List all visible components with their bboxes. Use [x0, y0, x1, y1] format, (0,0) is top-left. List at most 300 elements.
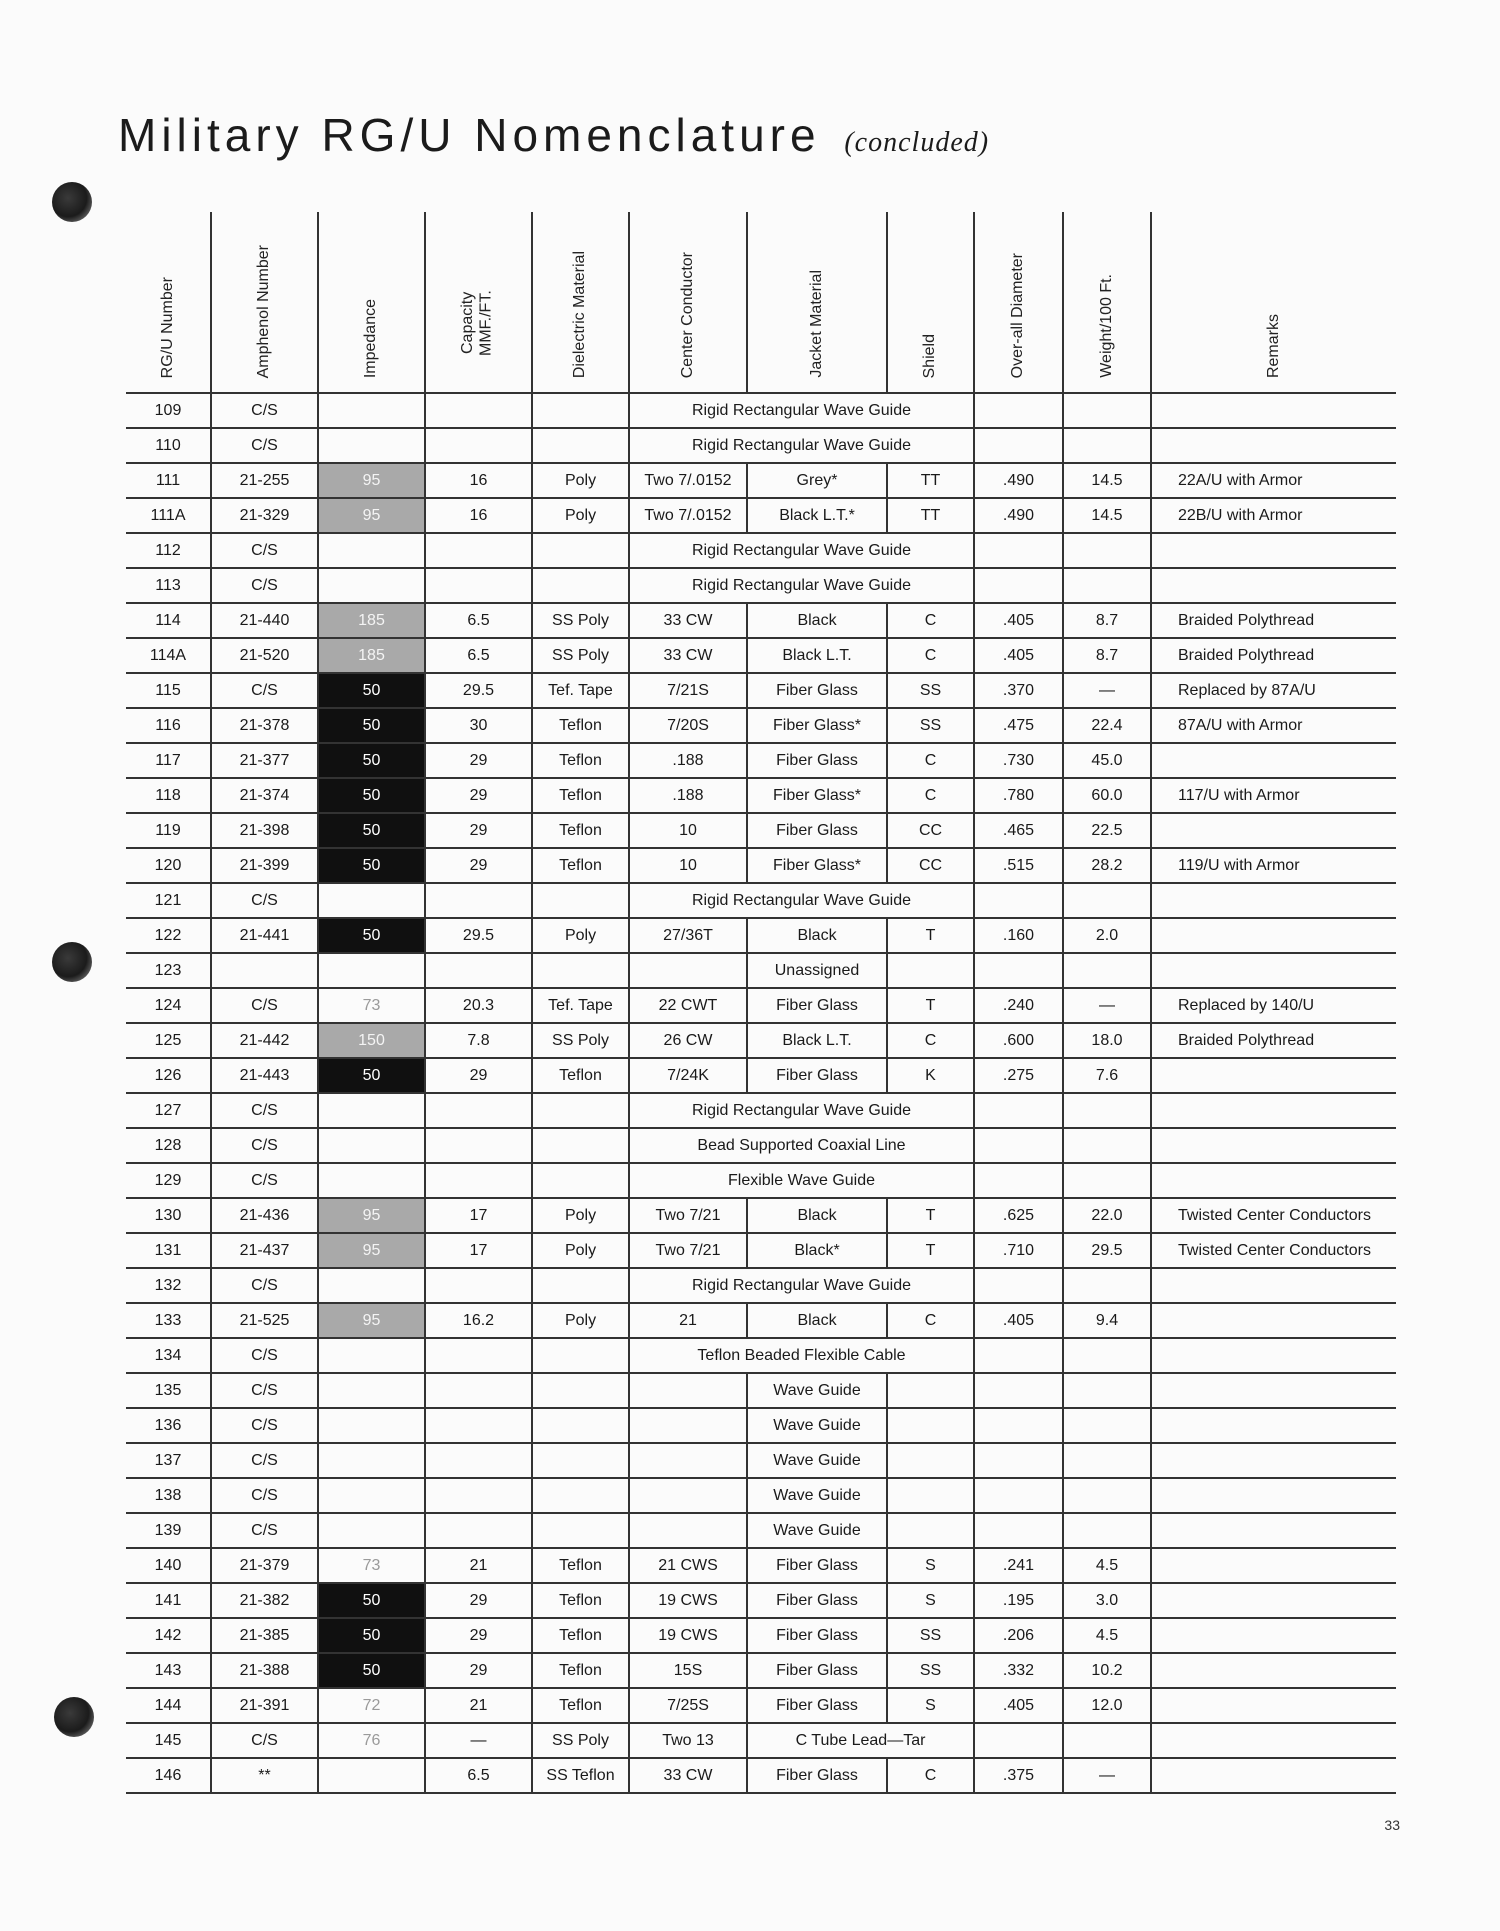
cell-impedance: 50 — [318, 1653, 425, 1688]
cell-impedance — [318, 428, 425, 463]
cell-weight — [1063, 1373, 1151, 1408]
cell-jacket-material: Fiber Glass* — [747, 708, 887, 743]
cell-rg-number: 120 — [126, 848, 211, 883]
cell-rg-number: 142 — [126, 1618, 211, 1653]
cell-remarks — [1151, 1758, 1396, 1793]
table-row — [126, 1688, 1396, 1723]
table-row — [126, 428, 1396, 463]
cell-weight: 22.5 — [1063, 813, 1151, 848]
cell-description: Rigid Rectangular Wave Guide — [629, 568, 974, 603]
cell-capacity: 16.2 — [425, 1303, 532, 1338]
cell-capacity — [425, 1443, 532, 1478]
cell-weight: 14.5 — [1063, 463, 1151, 498]
cell-rg-number: 135 — [126, 1373, 211, 1408]
cell-weight: 10.2 — [1063, 1653, 1151, 1688]
cell-amphenol-number: C/S — [211, 1268, 318, 1303]
cell-jacket-material: Fiber Glass — [747, 1758, 887, 1793]
cell-impedance: 50 — [318, 813, 425, 848]
cell-capacity — [425, 1478, 532, 1513]
table-row — [126, 1408, 1396, 1443]
cell-rg-number: 111 — [126, 463, 211, 498]
cell-jacket-material: Black — [747, 1198, 887, 1233]
cell-amphenol-number: C/S — [211, 393, 318, 428]
col-header-shield: Shield — [887, 212, 974, 393]
table-row — [126, 1268, 1396, 1303]
cell-amphenol-number: 21-437 — [211, 1233, 318, 1268]
cell-center-conductor: 10 — [629, 848, 747, 883]
cell-rg-number: 113 — [126, 568, 211, 603]
cell-impedance: 50 — [318, 918, 425, 953]
cell-weight: — — [1063, 1758, 1151, 1793]
cell-rg-number: 125 — [126, 1023, 211, 1058]
cell-diameter — [974, 1513, 1063, 1548]
cell-diameter: .625 — [974, 1198, 1063, 1233]
cell-rg-number: 117 — [126, 743, 211, 778]
cell-impedance — [318, 953, 425, 988]
cell-remarks: Braided Polythread — [1151, 603, 1396, 638]
cell-weight — [1063, 1093, 1151, 1128]
cell-impedance: 76 — [318, 1723, 425, 1758]
cell-remarks: 87A/U with Armor — [1151, 708, 1396, 743]
cell-dielectric — [532, 1338, 629, 1373]
cell-amphenol-number: 21-442 — [211, 1023, 318, 1058]
table-row — [126, 778, 1396, 813]
cell-amphenol-number: 21-520 — [211, 638, 318, 673]
table-row — [126, 883, 1396, 918]
cell-rg-number: 140 — [126, 1548, 211, 1583]
cell-weight: 9.4 — [1063, 1303, 1151, 1338]
cell-dielectric: Poly — [532, 918, 629, 953]
cell-rg-number: 124 — [126, 988, 211, 1023]
cell-center-conductor: 19 CWS — [629, 1618, 747, 1653]
cell-weight: 12.0 — [1063, 1688, 1151, 1723]
cell-amphenol-number: C/S — [211, 988, 318, 1023]
title-sub: (concluded) — [844, 127, 990, 158]
cell-dielectric: Poly — [532, 463, 629, 498]
cell-capacity: 29 — [425, 778, 532, 813]
table-row — [126, 638, 1396, 673]
cell-dielectric: SS Poly — [532, 1723, 629, 1758]
cell-impedance: 50 — [318, 673, 425, 708]
col-header-diameter: Over-all Diameter — [974, 212, 1063, 393]
cell-center-conductor — [629, 1478, 747, 1513]
cell-diameter: .490 — [974, 498, 1063, 533]
cell-impedance: 50 — [318, 848, 425, 883]
cell-diameter — [974, 1128, 1063, 1163]
cell-diameter — [974, 393, 1063, 428]
cell-amphenol-number: 21-525 — [211, 1303, 318, 1338]
cell-capacity — [425, 1163, 532, 1198]
cell-rg-number: 116 — [126, 708, 211, 743]
cell-capacity: — — [425, 1723, 532, 1758]
cell-shield — [887, 1408, 974, 1443]
cell-amphenol-number: 21-377 — [211, 743, 318, 778]
cell-weight — [1063, 1443, 1151, 1478]
cell-shield — [887, 1443, 974, 1478]
cell-weight — [1063, 533, 1151, 568]
cell-diameter — [974, 1373, 1063, 1408]
cell-capacity — [425, 1093, 532, 1128]
cell-rg-number: 132 — [126, 1268, 211, 1303]
cell-weight — [1063, 883, 1151, 918]
cell-jacket-material: Fiber Glass — [747, 1583, 887, 1618]
table-row — [126, 1653, 1396, 1688]
cell-dielectric: Teflon — [532, 1583, 629, 1618]
cell-rg-number: 114 — [126, 603, 211, 638]
cell-shield — [887, 1478, 974, 1513]
cell-remarks — [1151, 1128, 1396, 1163]
cell-amphenol-number: C/S — [211, 428, 318, 463]
cell-weight: — — [1063, 673, 1151, 708]
cell-impedance — [318, 568, 425, 603]
cell-weight — [1063, 428, 1151, 463]
cell-jacket-material: Wave Guide — [747, 1478, 887, 1513]
cell-shield: C — [887, 743, 974, 778]
binder-hole-bottom — [54, 1697, 94, 1737]
cell-amphenol-number: 21-388 — [211, 1653, 318, 1688]
cell-jacket-material: Black — [747, 1303, 887, 1338]
cell-dielectric: SS Teflon — [532, 1758, 629, 1793]
cell-remarks — [1151, 1163, 1396, 1198]
cell-weight — [1063, 568, 1151, 603]
cell-amphenol-number: C/S — [211, 533, 318, 568]
cell-diameter: .490 — [974, 463, 1063, 498]
cell-shield: C — [887, 603, 974, 638]
cell-remarks — [1151, 743, 1396, 778]
cell-dielectric: Teflon — [532, 1548, 629, 1583]
cell-shield: S — [887, 1583, 974, 1618]
table-row — [126, 1233, 1396, 1268]
cell-jacket-material: Fiber Glass — [747, 988, 887, 1023]
cell-impedance: 185 — [318, 638, 425, 673]
table-row — [126, 1373, 1396, 1408]
cell-center-conductor: Two 13 — [629, 1723, 747, 1758]
cell-remarks: Twisted Center Conductors — [1151, 1198, 1396, 1233]
cell-shield: CC — [887, 848, 974, 883]
cell-capacity: 29.5 — [425, 673, 532, 708]
cell-amphenol-number: 21-374 — [211, 778, 318, 813]
cell-jacket-material: Wave Guide — [747, 1408, 887, 1443]
cell-capacity: 6.5 — [425, 1758, 532, 1793]
cell-weight: 8.7 — [1063, 638, 1151, 673]
cell-capacity — [425, 883, 532, 918]
cell-center-conductor: 27/36T — [629, 918, 747, 953]
table-row — [126, 848, 1396, 883]
cell-amphenol-number: 21-379 — [211, 1548, 318, 1583]
cell-remarks — [1151, 1478, 1396, 1513]
cell-impedance — [318, 1373, 425, 1408]
cell-remarks — [1151, 428, 1396, 463]
cell-shield: T — [887, 918, 974, 953]
cell-amphenol-number: C/S — [211, 883, 318, 918]
cell-rg-number: 145 — [126, 1723, 211, 1758]
col-header-rg: RG/U Number — [126, 212, 211, 393]
cell-amphenol-number: 21-385 — [211, 1618, 318, 1653]
cell-shield: S — [887, 1688, 974, 1723]
cell-jacket-material: C Tube Lead—Tar — [747, 1723, 974, 1758]
cell-diameter: .780 — [974, 778, 1063, 813]
cell-shield — [887, 953, 974, 988]
cell-amphenol-number: 21-255 — [211, 463, 318, 498]
cell-impedance: 150 — [318, 1023, 425, 1058]
cell-remarks — [1151, 1618, 1396, 1653]
cell-shield: SS — [887, 1618, 974, 1653]
cell-capacity: 17 — [425, 1198, 532, 1233]
cell-remarks — [1151, 883, 1396, 918]
table-row — [126, 1723, 1396, 1758]
cell-weight: 18.0 — [1063, 1023, 1151, 1058]
cell-weight: 22.0 — [1063, 1198, 1151, 1233]
cell-jacket-material: Black L.T. — [747, 638, 887, 673]
binder-hole-top — [52, 182, 92, 222]
table-row — [126, 1478, 1396, 1513]
cell-diameter: .241 — [974, 1548, 1063, 1583]
table-row — [126, 988, 1396, 1023]
cell-remarks — [1151, 1338, 1396, 1373]
cell-amphenol-number: C/S — [211, 1338, 318, 1373]
cell-dielectric — [532, 953, 629, 988]
cell-dielectric: Teflon — [532, 1058, 629, 1093]
cell-dielectric: Teflon — [532, 1618, 629, 1653]
cell-diameter: .405 — [974, 638, 1063, 673]
cell-shield: SS — [887, 1653, 974, 1688]
cell-remarks — [1151, 1548, 1396, 1583]
cell-jacket-material: Fiber Glass — [747, 813, 887, 848]
cell-center-conductor: Two 7/.0152 — [629, 463, 747, 498]
cell-capacity — [425, 568, 532, 603]
cell-rg-number: 129 — [126, 1163, 211, 1198]
table-row — [126, 918, 1396, 953]
cell-diameter — [974, 1093, 1063, 1128]
col-header-jacket: Jacket Material — [747, 212, 887, 393]
cell-center-conductor — [629, 1443, 747, 1478]
cell-shield: C — [887, 638, 974, 673]
table-row — [126, 1618, 1396, 1653]
cell-capacity — [425, 1128, 532, 1163]
cell-center-conductor: 7/20S — [629, 708, 747, 743]
cell-jacket-material: Fiber Glass — [747, 1653, 887, 1688]
cell-center-conductor — [629, 1513, 747, 1548]
cell-remarks: Braided Polythread — [1151, 1023, 1396, 1058]
cell-diameter: .730 — [974, 743, 1063, 778]
table-row — [126, 708, 1396, 743]
cell-description: Teflon Beaded Flexible Cable — [629, 1338, 974, 1373]
cell-dielectric — [532, 1443, 629, 1478]
cell-diameter: .240 — [974, 988, 1063, 1023]
cell-amphenol-number: 21-436 — [211, 1198, 318, 1233]
cell-impedance: 95 — [318, 498, 425, 533]
cell-center-conductor: 26 CW — [629, 1023, 747, 1058]
cell-capacity: 16 — [425, 498, 532, 533]
cell-shield — [887, 1513, 974, 1548]
cell-rg-number: 138 — [126, 1478, 211, 1513]
cell-center-conductor: Two 7/21 — [629, 1233, 747, 1268]
cell-description: Bead Supported Coaxial Line — [629, 1128, 974, 1163]
cell-diameter — [974, 533, 1063, 568]
cell-dielectric: Tef. Tape — [532, 673, 629, 708]
cell-shield: T — [887, 1233, 974, 1268]
cell-dielectric — [532, 883, 629, 918]
cell-center-conductor: 33 CW — [629, 603, 747, 638]
cell-dielectric: Teflon — [532, 1653, 629, 1688]
table-row — [126, 1093, 1396, 1128]
cell-remarks: Replaced by 140/U — [1151, 988, 1396, 1023]
cell-rg-number: 126 — [126, 1058, 211, 1093]
cell-impedance: 50 — [318, 708, 425, 743]
cell-impedance — [318, 1478, 425, 1513]
cell-rg-number: 123 — [126, 953, 211, 988]
cell-capacity — [425, 533, 532, 568]
cell-capacity — [425, 1338, 532, 1373]
cell-remarks: 119/U with Armor — [1151, 848, 1396, 883]
cell-dielectric — [532, 1513, 629, 1548]
cell-impedance — [318, 1128, 425, 1163]
cell-weight: 7.6 — [1063, 1058, 1151, 1093]
cell-remarks — [1151, 918, 1396, 953]
cell-amphenol-number: 21-382 — [211, 1583, 318, 1618]
cell-weight: — — [1063, 988, 1151, 1023]
cell-dielectric: SS Poly — [532, 603, 629, 638]
cell-remarks — [1151, 1058, 1396, 1093]
cell-shield: T — [887, 1198, 974, 1233]
table-row — [126, 1163, 1396, 1198]
cell-weight: 3.0 — [1063, 1583, 1151, 1618]
cell-weight — [1063, 953, 1151, 988]
cell-rg-number: 136 — [126, 1408, 211, 1443]
cell-capacity — [425, 393, 532, 428]
cell-shield: T — [887, 988, 974, 1023]
cell-dielectric: Poly — [532, 1198, 629, 1233]
cell-remarks: 22A/U with Armor — [1151, 463, 1396, 498]
cell-remarks — [1151, 393, 1396, 428]
table-row — [126, 603, 1396, 638]
col-header-impedance: Impedance — [318, 212, 425, 393]
cell-weight: 45.0 — [1063, 743, 1151, 778]
cell-amphenol-number: C/S — [211, 1478, 318, 1513]
cell-weight: 22.4 — [1063, 708, 1151, 743]
cell-remarks — [1151, 1268, 1396, 1303]
cell-center-conductor: 21 CWS — [629, 1548, 747, 1583]
cell-amphenol-number: 21-329 — [211, 498, 318, 533]
cell-dielectric: Tef. Tape — [532, 988, 629, 1023]
cell-weight — [1063, 1128, 1151, 1163]
cell-jacket-material: Fiber Glass — [747, 1688, 887, 1723]
cell-impedance — [318, 1443, 425, 1478]
col-header-weight: Weight/100 Ft. — [1063, 212, 1151, 393]
cell-dielectric — [532, 1408, 629, 1443]
cell-capacity: 17 — [425, 1233, 532, 1268]
cell-amphenol-number: C/S — [211, 1128, 318, 1163]
table-row — [126, 1513, 1396, 1548]
cell-rg-number: 130 — [126, 1198, 211, 1233]
cell-rg-number: 109 — [126, 393, 211, 428]
cell-weight — [1063, 1513, 1151, 1548]
cell-shield: S — [887, 1548, 974, 1583]
cell-weight — [1063, 1268, 1151, 1303]
cell-remarks — [1151, 1373, 1396, 1408]
cell-rg-number: 118 — [126, 778, 211, 813]
cell-shield: TT — [887, 498, 974, 533]
cell-impedance: 73 — [318, 1548, 425, 1583]
cell-diameter — [974, 568, 1063, 603]
cell-impedance — [318, 1408, 425, 1443]
cell-center-conductor: Two 7/21 — [629, 1198, 747, 1233]
cell-amphenol-number: 21-443 — [211, 1058, 318, 1093]
col-header-dielectric: Dielectric Material — [532, 212, 629, 393]
cell-capacity: 16 — [425, 463, 532, 498]
cell-jacket-material: Black* — [747, 1233, 887, 1268]
cell-center-conductor: 22 CWT — [629, 988, 747, 1023]
cell-remarks — [1151, 813, 1396, 848]
cell-dielectric — [532, 1478, 629, 1513]
cell-weight — [1063, 393, 1151, 428]
cell-capacity: 7.8 — [425, 1023, 532, 1058]
cell-diameter — [974, 1163, 1063, 1198]
cell-dielectric — [532, 393, 629, 428]
col-header-capacity: Capacity MMF./FT. — [425, 212, 532, 393]
cell-jacket-material: Wave Guide — [747, 1513, 887, 1548]
cell-impedance: 50 — [318, 1618, 425, 1653]
cell-rg-number: 110 — [126, 428, 211, 463]
cell-rg-number: 121 — [126, 883, 211, 918]
cell-impedance: 95 — [318, 463, 425, 498]
nomenclature-table-container — [126, 212, 1396, 1794]
cell-description: Rigid Rectangular Wave Guide — [629, 1093, 974, 1128]
cell-capacity — [425, 1513, 532, 1548]
cell-diameter: .206 — [974, 1618, 1063, 1653]
cell-capacity: 29 — [425, 1653, 532, 1688]
cell-jacket-material: Black L.T.* — [747, 498, 887, 533]
cell-rg-number: 122 — [126, 918, 211, 953]
cell-dielectric: Teflon — [532, 1688, 629, 1723]
cell-impedance: 50 — [318, 1583, 425, 1618]
cell-rg-number: 111A — [126, 498, 211, 533]
cell-impedance — [318, 1513, 425, 1548]
cell-weight: 4.5 — [1063, 1618, 1151, 1653]
cell-rg-number: 141 — [126, 1583, 211, 1618]
cell-capacity: 29 — [425, 1058, 532, 1093]
cell-jacket-material: Fiber Glass* — [747, 848, 887, 883]
cell-remarks: Replaced by 87A/U — [1151, 673, 1396, 708]
cell-weight: 4.5 — [1063, 1548, 1151, 1583]
cell-description: Rigid Rectangular Wave Guide — [629, 428, 974, 463]
cell-jacket-material: Wave Guide — [747, 1373, 887, 1408]
cell-amphenol-number: C/S — [211, 1513, 318, 1548]
cell-diameter: .370 — [974, 673, 1063, 708]
cell-weight: 8.7 — [1063, 603, 1151, 638]
cell-amphenol-number: C/S — [211, 1443, 318, 1478]
cell-jacket-material: Fiber Glass — [747, 673, 887, 708]
cell-rg-number: 131 — [126, 1233, 211, 1268]
cell-impedance: 50 — [318, 743, 425, 778]
cell-center-conductor: 7/21S — [629, 673, 747, 708]
cell-impedance: 50 — [318, 778, 425, 813]
cell-remarks — [1151, 1688, 1396, 1723]
cell-center-conductor: .188 — [629, 743, 747, 778]
col-header-remarks: Remarks — [1151, 212, 1396, 393]
cell-center-conductor — [629, 1373, 747, 1408]
cell-weight — [1063, 1338, 1151, 1373]
cell-center-conductor: 15S — [629, 1653, 747, 1688]
cell-diameter: .465 — [974, 813, 1063, 848]
cell-amphenol-number: 21-398 — [211, 813, 318, 848]
cell-capacity — [425, 428, 532, 463]
cell-amphenol-number: C/S — [211, 1723, 318, 1758]
cell-impedance — [318, 883, 425, 918]
cell-capacity: 29 — [425, 1618, 532, 1653]
cell-capacity: 21 — [425, 1688, 532, 1723]
table-row — [126, 743, 1396, 778]
